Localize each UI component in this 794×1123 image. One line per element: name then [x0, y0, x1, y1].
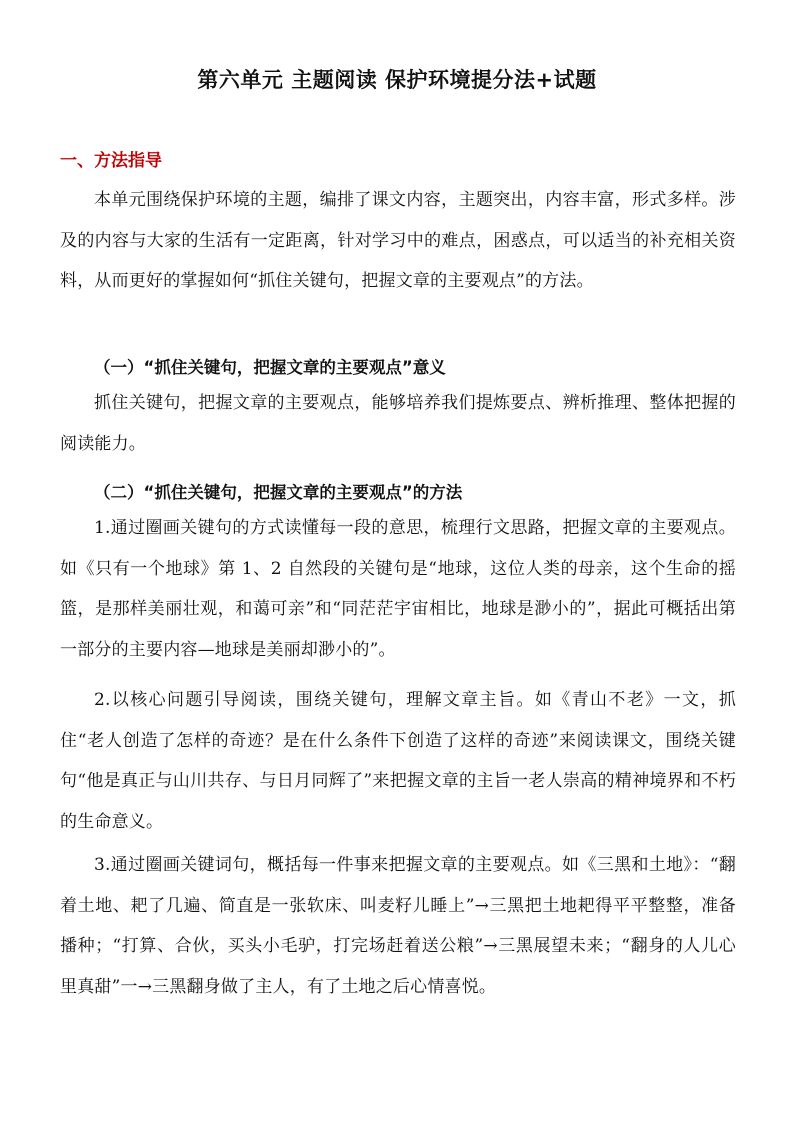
significance-paragraph: 抓住关键句，把握文章的主要观点，能够培养我们提炼要点、辨析推理、整体把握的阅读能力。	[60, 393, 736, 454]
subheading-methods: （二）“抓住关键句，把握文章的主要观点”的方法	[94, 483, 463, 502]
section-heading-method-guide: 一、方法指导	[60, 151, 162, 171]
subheading-significance: （一）“抓住关键句，把握文章的主要观点”意义	[94, 358, 446, 377]
method-paragraph-2: 2.以核心问题引导阅读，围绕关键句，理解文章主旨。如《青山不老》一文，抓住“老人创造了怎样的奇迹？是在什么条件下创造了这样的奇迹”来阅读课文，围绕关键句“他是真正与山川共存、与日月同辉了”来把握文章的主旨一老人崇高的精神境界和不朽的生命意义。	[60, 690, 736, 832]
intro-paragraph: 本单元围绕保护环境的主题，编排了课文内容，主题突出，内容丰富，形式多样。涉及的内容与大家的生活有一定距离，针对学习中的难点，困惑点，可以适当的补充相关资料，从而更好的掌握如何“抓住关键句，把握文章的主要观点”的方法。	[60, 190, 736, 291]
method-paragraph-1: 1.通过圈画关键句的方式读懂每一段的意思，梳理行文思路，把握文章的主要观点。如《只有一个地球》第 1、2 自然段的关键句是“地球，这位人类的母亲，这个生命的摇篮，是那样美丽壮观，和蔼可亲”和“同茫茫宇宙相比，地球是渺小的”，据此可概括出第一部分的主要内容—地球是美丽却渺小的”。	[60, 518, 736, 660]
page-title: 第六单元 主题阅读 保护环境提分法+试题	[197, 68, 597, 92]
method-paragraph-3: 3.通过圈画关键词句，概括每一件事来把握文章的主要观点。如《三黑和土地》：“翻着土地、耙了几遍、简直是一张软床、叫麦籽儿睡上”→三黑把土地耙得平平整整，准备播种；“打算、合伙，买头小毛驴，打完场赶着送公粮”→三黑展望未来；“翻身的人儿心里真甜”一→三黑翻身做了主人，有了土地之后心情喜悦。	[60, 855, 736, 997]
